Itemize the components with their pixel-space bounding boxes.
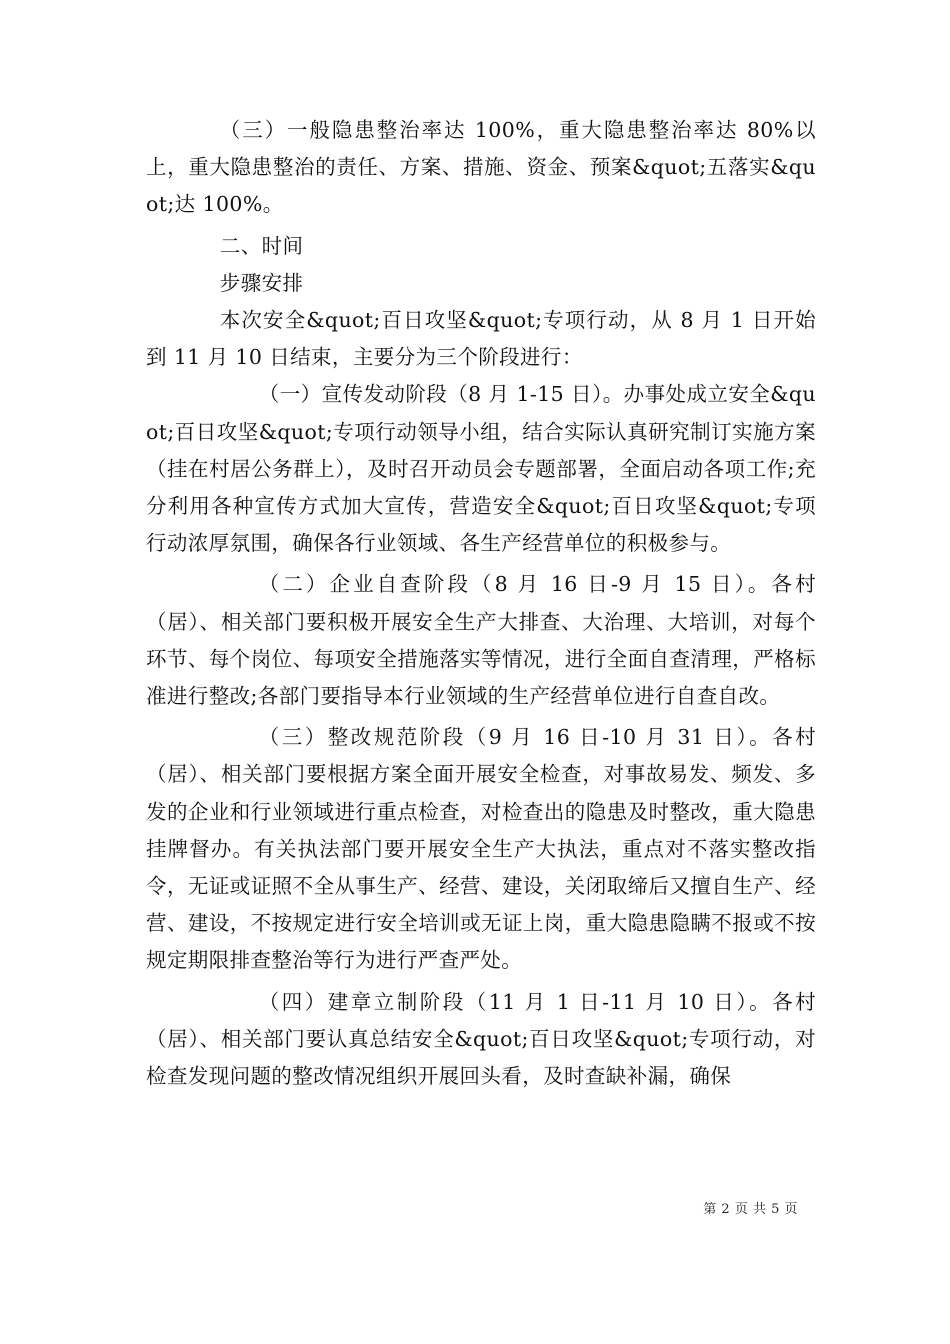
paragraph-stage-one: （一）宣传发动阶段（8 月 1-15 日）。办事处成立安全&quot;百日攻坚&quot;专项行动领导小组，结合实际认真研究制订实施方案（挂在村居公务群上），及时召开动员会专题部署，全面启动各项工作;充分利用各种宣传方式加大宣传，营造安全&quot;百日攻坚&quot;专项行动浓厚氛围，确保各行业领域、各生产经营单位的积极参与。 bbox=[146, 382, 816, 556]
paragraph-target-three: （三）一般隐患整治率达 100%，重大隐患整治率达 80%以上，重大隐患整治的责任、方案、措施、资金、预案&quot;五落实&quot;达 100%。 bbox=[146, 118, 816, 217]
section-heading-time: 二、时间 bbox=[219, 233, 304, 258]
document-body bbox=[146, 112, 816, 1095]
section-heading-steps: 步骤安排 bbox=[219, 270, 304, 295]
paragraph-stage-three: （三）整改规范阶段（9 月 16 日-10 月 31 日）。各村（居）、相关部门要根据方案全面开展安全检查，对事故易发、频发、多发的企业和行业领域进行重点检查，对检查出的隐患及时整改，重大隐患挂牌督办。有关执法部门要开展安全生产大执法，重点对不落实整改指令，无证或证照不全从事生产、经营、建设，关闭取缔后又擅自生产、经营、建设，不按规定进行安全培训或无证上岗，重大隐患隐瞒不报或不按规定期限排查整治等行为进行严查严处。 bbox=[146, 725, 816, 973]
paragraph-stage-two: （二）企业自查阶段（8 月 16 日-9 月 15 日）。各村（居）、相关部门要积极开展安全生产大排查、大治理、大培训，对每个环节、每个岗位、每项安全措施落实等情况，进行全面自查清理，严格标准进行整改;各部门要指导本行业领域的生产经营单位进行自查自改。 bbox=[146, 572, 816, 709]
paragraph-overview: 本次安全&quot;百日攻坚&quot;专项行动，从 8 月 1 日开始到 11 月 10 日结束，主要分为三个阶段进行： bbox=[146, 308, 816, 370]
page-number-footer: 第 2 页 共 5 页 bbox=[703, 1202, 798, 1217]
paragraph-stage-four: （四）建章立制阶段（11 月 1 日-11 月 10 日）。各村（居）、相关部门要认真总结安全&quot;百日攻坚&quot;专项行动，对检查发现问题的整改情况组织开展回头看，及时查缺补漏，确保 bbox=[146, 989, 816, 1089]
